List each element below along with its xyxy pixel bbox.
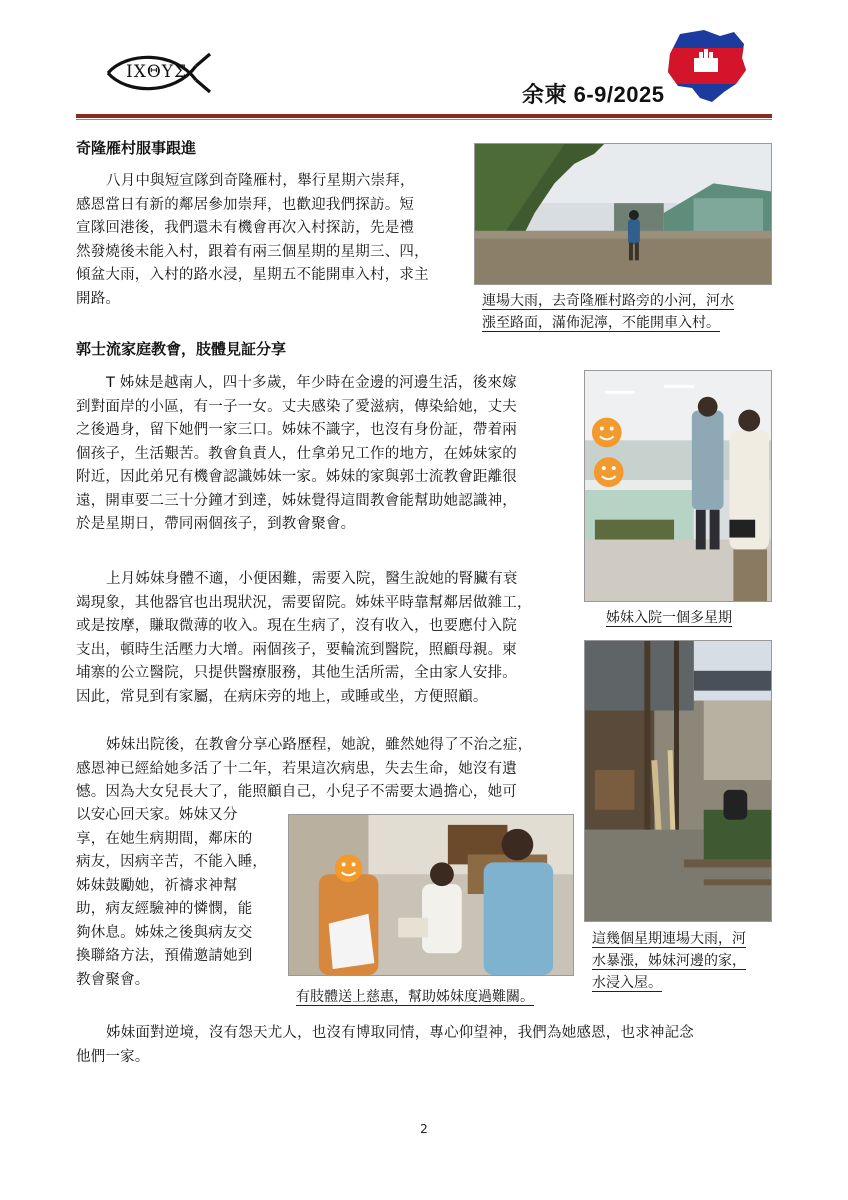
riverside-flood-caption: 這幾個星期連場大雨，河 水暴漲，姊妹河邊的家， 水浸入屋。	[592, 931, 746, 991]
cambodia-flag-map-icon	[664, 28, 748, 104]
section2-paragraph-2: 上月姊妹身體不適，小便困難，需要入院，醫生說她的腎臟有衰 竭現象，其他器官也出現狀況，需要留院。姊妹平時靠幫鄰居做雜工， 或是按摩，賺取微薄的收入。現在生病了，沒有收入，也要應付入院 支出，頓時生活壓力大增。兩個孩子，要輪流到醫院，照顧母親。柬 埔寨的公立醫院，只提供醫療服務，其他生活所需，全由家人安排。 因此，常見到有家屬，在病床旁的地上，或睡或坐，方便照顧。	[76, 571, 532, 705]
visit-group-photo	[288, 814, 574, 976]
header-rule	[76, 114, 772, 118]
flood-road-caption: 連場大雨，去奇隆雁村路旁的小河，河水 漲至路面，滿佈泥濘，不能開車入村。	[482, 293, 734, 331]
flooded-road-photo	[474, 143, 772, 285]
riverside-house-flood-photo	[584, 640, 772, 922]
section1-paragraph: 八月中與短宣隊到奇隆雁村，舉行星期六崇拜， 感恩當日有新的鄰居參加崇拜，也歡迎我們探訪。短 宣隊回港後，我們還未有機會再次入村探訪，先是禮 然發燒後未能入村，跟着有兩三個星期的星期三、四， 傾盆大雨，入村的路水浸，星期五不能開車入村，求主 開路。	[76, 173, 429, 307]
hospital-ward-photo	[584, 370, 772, 602]
header-rule-thin	[76, 119, 772, 120]
section-title: 奇隆雁村服事跟進	[76, 139, 197, 157]
logo-text: IXΘYΣ	[126, 62, 187, 82]
section2-paragraph-5: 姊妹面對逆境，沒有怨天尤人，也沒有博取同情，專心仰望神，我們為她感恩，也求神記念 他們一家。	[76, 1025, 694, 1065]
visit-caption: 有肢體送上慈惠，幫助姊妹度過難關。	[296, 989, 534, 1005]
section2-paragraph-4: 以安心回天家。姊妹又分 享，在她生病期間，鄰床的 病友，因病辛苦，不能入睡， 姊妹鼓勵她，祈禱求神幫 助，病友經驗神的憐憫，能 夠休息。姊妹之後與病友交 換聯絡方法，預備邀請她到 教會聚會。	[76, 807, 268, 988]
section-title: 郭士流家庭教會，肢體見証分享	[76, 340, 287, 358]
page-header	[0, 0, 848, 120]
section2-paragraph-1: T 姊妹是越南人，四十多歲，年少時在金邊的河邊生活，後來嫁 到對面岸的小區，有一子一女。丈夫感染了愛滋病，傳染給她，丈夫 之後過身，留下她們一家三口。姊妹不識字，也沒有身份証，帶着兩 個孩子，生活艱苦。教會負責人，仕拿弟兄工作的地方，在姊妹家的 附近，因此弟兄有機會認識姊妹一家。姊妹的家與郭士流教會距離很 遠，開車要二三十分鐘才到達，姊妹覺得這間教會能幫助她認識神， 於是星期日，帶同兩個孩子，到教會聚會。	[76, 375, 517, 532]
issue-label: 余柬 6-9/2025	[522, 82, 665, 107]
page-number: 2	[420, 1122, 428, 1136]
hospital-caption: 姊妹入院一個多星期	[606, 610, 732, 626]
section2-paragraph-3: 姊妹出院後，在教會分享心路歷程，她說，雖然她得了不治之症， 感恩神已經給她多活了十二年，若果這次病患，失去生命，她沒有遺 憾。因為大女兒長大了，能照顧自己，小兒子不需要太過擔心，她可	[76, 737, 533, 800]
